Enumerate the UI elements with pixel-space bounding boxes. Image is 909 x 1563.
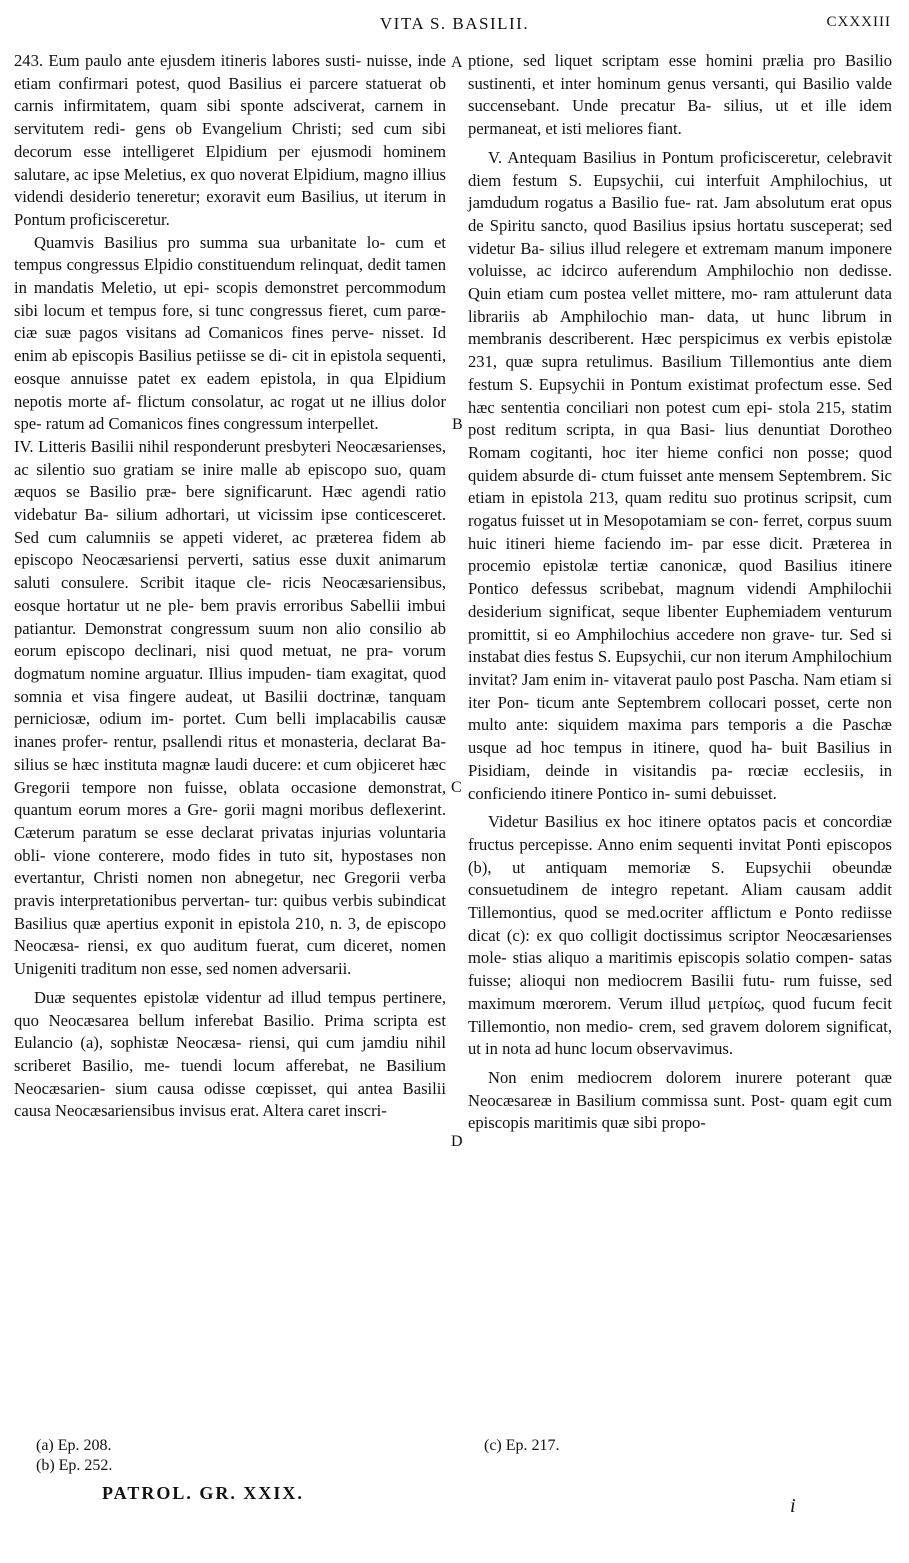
running-title: VITA S. BASILII. (379, 14, 530, 33)
footnote: (a) Ep. 208. (36, 1437, 112, 1454)
paragraph: Quamvis Basilius pro summa sua urbanitate lo- cum et tempus congressus Elpidio constituendum relinquat, dedit tamen in mandatis Meletio, ut epi- scopis demonstret percommodum sibi locum et tempus fore, si tunc congressus fieret, cum parœ- ciæ suæ pagos visitans ad Comanicos fines perve- nisset. Id enim ab episcopis Basilius petiisse se di- cit in epistola sequenti, eosque annuisse patet ex eadem epistola, in qua Elpidium nepotis morte af- flictum consolatur, ac rogat ut ne illius dolor spe- ratum ad Comanicos fines congressum interpellet. (14, 232, 446, 434)
paragraph: Videtur Basilius ex hoc itinere optatos pacis et concordiæ fructus percepisse. Anno enim sequenti invitat Ponti episcopos (b), ut antiquam memoriæ S. Eupsychii obeundæ consuetudinem de integro repetant. Aliam causam addit Tillemontius, quod se med.ocriter afflictum e Ponto rediisse dicat (c): ex quo colligit doctissimus scriptor Neocæsarienses mole- stias aliquo a maritimis episcopis solatio compen- satas fuisse; alioqui non mediocrem Basilii futu- rum fuisse, sed maximum mœrorem. Verum illud μετρίως, quod fucum fecit Tillemontio, non medio- crem, sed gravem dolorem significat, ut in nota ad hunc locum observavimus. (468, 812, 892, 1059)
paragraph: Non enim mediocrem dolorem inurere poterant quæ Neocæsareæ in Basilium commissa sunt. Post- quam egit cum episcopis maritimis quæ sibi propo- (468, 1067, 892, 1133)
left-column (14, 50, 446, 1123)
right-column (468, 50, 892, 1135)
page-number: CXXXIII (826, 14, 891, 30)
column-marker-d: D (451, 1133, 463, 1150)
volume-signature: PATROL. GR. XXIX. (102, 1483, 304, 1503)
paragraph: 243. Eum paulo ante ejusdem itineris labores susti- nuisse, inde etiam confirmari potest, quod Basilius ei parcere statuerat ob carnis infirmitatem, quam sibi sponte adsciverat, carnem in servitutem redi- gens ob Evangelium Christi; sed cum sibi decorum esse intelligeret Elpidium per ejusmodi hominem salutare, ac ipse Meletius, ex quo noverat Elpidium, magno illius videndi desiderio teneretur; exoravit eum Basilius, ut iterum in Pontum proficisceretur. (14, 51, 446, 229)
sheet-mark: i (790, 1495, 796, 1517)
paragraph: IV. Litteris Basilii nihil responderunt presbyteri Neocæsarienses, ac silentio suo gratiam se inire malle ab episcopo suo, quam æquos se Basilio præ- bere significarunt. Hæc agendi ratio videbatur Ba- silium adhortari, ut vicissim ipse conticesceret. Sed cum calumniis se appeti videret, ac præterea fidem ab episcopo Neocæsariensi perverti, satius esse duxit animarum saluti consulere. Scribit itaque cle- ricis Neocæsariensibus, eosque hortatur ut ne ple- bem pravis erroribus Sabellii imbui patiantur. Demonstrat congressum suum non alio consilio ab eorum episcopo declinari, nisi quod metuat, ne pra- vorum dogmatum nomine arguatur. Illius impuden- tiam exagitat, quod somnia et visa fingere audeat, ut Basilii doctrinæ, tanquam perniciosæ, odium im- portet. Cum belli implacabilis causæ inanes profer- rentur, psallendi ritus et monasteria, declarat Ba- silius se hæc instituta magnæ laudi ducere: et cum objiceret hæc Gregorii tempore non fuisse, oblata occasione demonstrat, quantum eorum mores a Gre- gorii magni moribus deflexerint. Cæterum paratum se esse declarat privatas injurias voluntaria obli- vione conterere, modo fides in tuto sit, hypostases non evertantur, Christi nomen non abnegetur, nec Gregorii verba pravis interpretationibus pervertan- tur: quibus verbis subindicat Basilius quæ apertius exponit in epistola 210, n. 3, de episcopo Neocæsa- riensi, ex quo auditum fuerat, cum diceret, nomen Unigeniti traditum non esse, sed nomen adversarii. (14, 436, 446, 979)
paragraph: ptione, sed liquet scriptam esse homini prælia pro Basilio sustinenti, et inter hominum genus versanti, qui Basilio valde succensebant. Unde precatur Ba- silius, ut et ille idem permaneat, et isti meliores fiant. (468, 51, 892, 139)
column-marker-c: C (451, 779, 462, 796)
footnotes-left (36, 1436, 112, 1476)
running-header (0, 14, 909, 40)
column-marker-b: B (452, 416, 463, 433)
column-marker-a: A (451, 54, 463, 71)
paragraph: Duæ sequentes epistolæ videntur ad illud tempus pertinere, quo Neocæsarea bellum inferebat Basilio. Prima scripta est Eulancio (a), sophistæ Neocæsa- riensi, qui cum jamdiu nihil scriberet Basilio, me- tuendi locum afferebat, ne Basilium Neocæsarien- sium causa odisse cœpisset, qui antea Basilii causa Neocæsariensibus invisus erat. Altera caret inscri- (14, 987, 446, 1121)
footnote: (b) Ep. 252. (36, 1457, 113, 1474)
footnote: (c) Ep. 217. (484, 1437, 560, 1454)
footnotes-right (484, 1436, 560, 1456)
paragraph: V. Antequam Basilius in Pontum proficisceretur, celebravit diem festum S. Eupsychii, cui interfuit Amphilochius, ut jamdudum rogatus a Basilio fue- rat. Jam absolutum erat opus de Spiritu sancto, quod Basilius ipsius hortatu susceperat; sed videtur Ba- silius illud relegere et extremam manum imponere voluisse, ac idcirco auferendum Amphilochio non dedisse. Quin etiam cum postea vellet mittere, mo- ram attulerunt data librariis ab Amphilochio man- data, ut hunc librum in membranis describerent. Hæc perspicimus ex verbis epistolæ 231, quæ supra retulimus. Basilium Tillemontius ante diem festum S. Eupsychii in Pontum existimat profectum esse. Sed hæc sententia conciliari non potest cum epi- stola 215, statim post reditum scripta, in qua Basi- lius denuntiat Dorotheo Romam cogitanti, hoc iter hieme confici non posse; quod quidem absurde di- ctum fuisset ante mensem Septembrem. Sic etiam in epistola 213, quam reditu suo protinus scripsit, cum rogatus fuisset ut in Mesopotamiam se con- ferret, corpus suum huic itineri hieme faciendo im- par esse dicit. Præterea in procemio epistolæ tertiæ canonicæ, quod Basilius itinere Pontico defessus scribebat, magnum videndi Amphilochii desiderium significat, seque libenter Euphemiadem venturum promittit, si eo Amphilochius accedere non grave- tur. Sed si instabat dies festus S. Eupsychii, cur non iterum Amphilochium invitat? Jam enim in- vitaverat paulo post Pascha. Nam etiam si iter Pon- ticum ante Septembrem collocari posset, certe non multo ante: siquidem maxima pars temporis a die Paschæ usque ad hoc tempus in itinere, quod ha- buit Basilius in Pisidiam, deinde in visitandis pa- rœciæ ecclesiis, in conficiendo itinere Pontico in- sumi debuisset. (468, 147, 892, 803)
